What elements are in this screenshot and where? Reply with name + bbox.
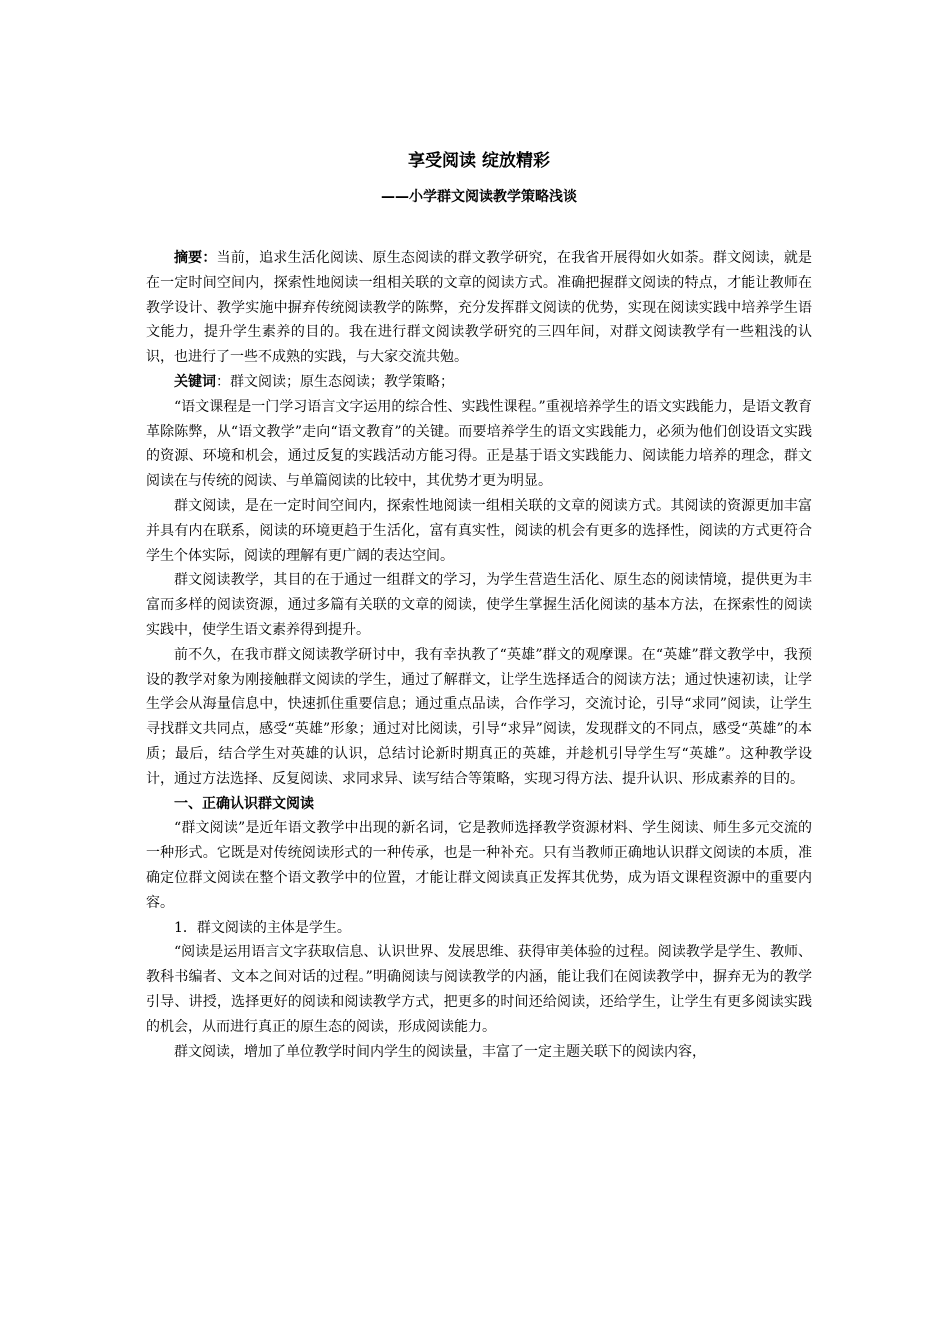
body-paragraph: 前不久，在我市群文阅读教学研讨中，我有幸执教了“英雄”群文的观摩课。在“英雄”群文教学中，我预设的教学对象为刚接触群文阅读的学生，通过了解群文，让学生选择适合的阅读方法；通过快速初读，让学生学会从海量信息中，快速抓住重要信息；通过重点品读，合作学习，交流讨论，引导“求同”阅读，让学生寻找群文共同点，感受“英雄”形象；通过对比阅读，引导“求异”阅读，发现群文的不同点，感受“英雄”的本质；最后，结合学生对英雄的认识，总结讨论新时期真正的英雄，并趁机引导学生写“英雄”。这种教学设计，通过方法选择、反复阅读、求同求异、读写结合等策略，实现习得方法、提升认识、形成素养的目的。	[146, 646, 812, 787]
body-paragraph: 群文阅读，是在一定时间空间内，探索性地阅读一组相关联的文章的阅读方式。其阅读的资源更加丰富并具有内在联系，阅读的环境更趋于生活化，富有真实性，阅读的机会有更多的选择性，阅读的方式更符合学生个体实际，阅读的理解有更广阔的表达空间。	[146, 497, 812, 564]
body-paragraph: “阅读是运用语言文字获取信息、认识世界、发展思维、获得审美体验的过程。阅读教学是学生、教师、教科书编者、文本之间对话的过程。”明确阅读与阅读教学的内涵，能让我们在阅读教学中，摒弃无为的教学引导、讲授，选择更好的阅读和阅读教学方式，把更多的时间还给阅读，还给学生，让学生有更多阅读实践的机会，从而进行真正的原生态的阅读，形成阅读能力。	[146, 944, 812, 1035]
body-paragraph: “语文课程是一门学习语言文字运用的综合性、实践性课程。”重视培养学生的语文实践能力，是语文教育革除陈弊，从“语文教学”走向“语文教育”的关键。而要培养学生的语文实践能力，必须为他们创设语文实践的资源、环境和机会，通过反复的实践活动方能习得。正是基于语文实践能力、阅读能力培养的理念，群文阅读在与传统的阅读、与单篇阅读的比较中，其优势才更为明显。	[146, 398, 812, 490]
body-paragraph: 群文阅读，增加了单位教学时间内学生的阅读量，丰富了一定主题关联下的阅读内容，	[174, 1043, 706, 1060]
abstract-text: 当前，追求生活化阅读、原生态阅读的群文教学研究，在我省开展得如火如荼。群文阅读，就是在一定时间空间内，探索性地阅读一组相关联的文章的阅读方式。准确把握群文阅读的特点，才能让教师在教学设计、教学实施中摒弃传统阅读教学的陈弊，充分发挥群文阅读的优势，实现在阅读实践中培养学生语文能力，提升学生素养的目的。我在进行群文阅读教学研究的三四年间，对群文阅读教学有一些粗浅的认识，也进行了一些不成熟的实践，与大家交流共勉。	[146, 250, 812, 366]
subsection-heading: 1．群文阅读的主体是学生。	[174, 919, 351, 936]
body-paragraph: 群文阅读教学，其目的在于通过一组群文的学习，为学生营造生活化、原生态的阅读情境，提供更为丰富而多样的阅读资源，通过多篇有关联的文章的阅读，使学生掌握生活化阅读的基本方法，在探索性的阅读实践中，使学生语文素养得到提升。	[146, 572, 812, 638]
document-subtitle: ——小学群文阅读教学策略浅谈	[381, 189, 577, 205]
abstract-paragraph	[146, 246, 812, 370]
document-page	[146, 148, 812, 1064]
section-heading: 一、正确认识群文阅读	[174, 795, 314, 812]
abstract-label: 摘要：	[174, 250, 217, 266]
document-title: 享受阅读 绽放精彩	[408, 151, 550, 171]
keywords-paragraph	[146, 370, 812, 395]
keywords-label: 关键词	[174, 373, 216, 390]
keywords-text: ：群文阅读；原生态阅读；教学策略；	[216, 373, 454, 390]
body-paragraph: “群文阅读”是近年语文教学中出现的新名词，它是教师选择教学资源材料、学生阅读、师生多元交流的一种形式。它既是对传统阅读形式的一种传承，也是一种补充。只有当教师正确地认识群文阅读的本质，准确定位群文阅读在整个语文教学中的位置，才能让群文阅读真正发挥其优势，成为语文课程资源中的重要内容。	[146, 820, 812, 911]
document-body	[146, 246, 812, 1064]
